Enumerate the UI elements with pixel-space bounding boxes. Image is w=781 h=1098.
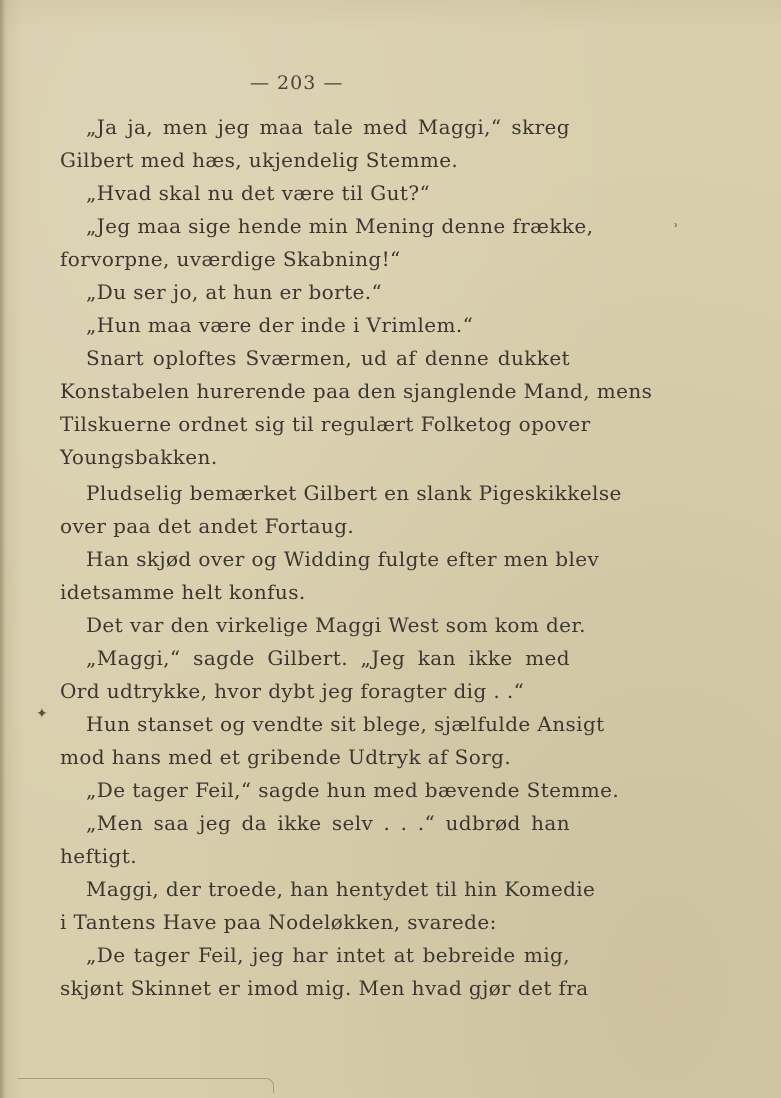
- text-line: Ord udtrykke, hvor dybt jeg foragter dig . .“: [60, 679, 525, 703]
- text-line: Youngsbakken.: [60, 445, 218, 469]
- text-line: Hun stanset og vendte sit blege, sjælfulde Ansigt: [86, 712, 605, 736]
- margin-mark: ʾ: [674, 222, 679, 238]
- page-edge-shadow: [0, 0, 6, 1098]
- text-line: idetsamme helt konfus.: [60, 580, 306, 604]
- text-line: Konstabelen hurerende paa den sjanglende Mand, mens: [60, 379, 653, 403]
- text-line: mod hans med et gribende Udtryk af Sorg.: [60, 745, 512, 769]
- text-line: „Jeg maa sige hende min Mening denne frække,: [86, 214, 594, 238]
- text-line: i Tantens Have paa Nodeløkken, svarede:: [60, 910, 497, 934]
- text-line: „Hun maa være der inde i Vrimlem.“: [86, 313, 474, 337]
- text-line: Gilbert med hæs, ukjendelig Stemme.: [60, 148, 459, 172]
- text-line: „Maggi,“ sagde Gilbert. „Jeg kan ikke med: [86, 646, 570, 670]
- text-line: „Du ser jo, at hun er borte.“: [86, 280, 383, 304]
- text-line: „De tager Feil, jeg har intet at bebreide mig,: [86, 943, 570, 967]
- text-line: Maggi, der troede, han hentydet til hin Komedie: [86, 877, 596, 901]
- text-line: „Ja ja, men jeg maa tale med Maggi,“ skreg: [86, 115, 570, 139]
- text-line: Tilskuerne ordnet sig til regulært Folketog opover: [60, 412, 591, 436]
- text-line: „De tager Feil,“ sagde hun med bævende Stemme.: [86, 778, 620, 802]
- margin-mark: ✦: [36, 706, 48, 722]
- text-line: over paa det andet Fortaug.: [60, 514, 355, 538]
- text-line: Han skjød over og Widding fulgte efter men blev: [86, 547, 600, 571]
- text-line: „Men saa jeg da ikke selv . . .“ udbrød han: [86, 811, 570, 835]
- text-line: heftigt.: [60, 844, 137, 868]
- text-line: Pludselig bemærket Gilbert en slank Pigeskikkelse: [86, 481, 622, 505]
- text-line: „Hvad skal nu det være til Gut?“: [86, 181, 431, 205]
- text-line: forvorpne, uværdige Skabning!“: [60, 247, 401, 271]
- text-line: Snart oploftes Sværmen, ud af denne dukket: [86, 346, 570, 370]
- text-line: skjønt Skinnet er imod mig. Men hvad gjør det fra: [60, 976, 589, 1000]
- page-fold-line: [18, 1078, 274, 1093]
- text-line: Det var den virkelige Maggi West som kom der.: [86, 613, 586, 637]
- page-number: — 203 —: [250, 72, 344, 94]
